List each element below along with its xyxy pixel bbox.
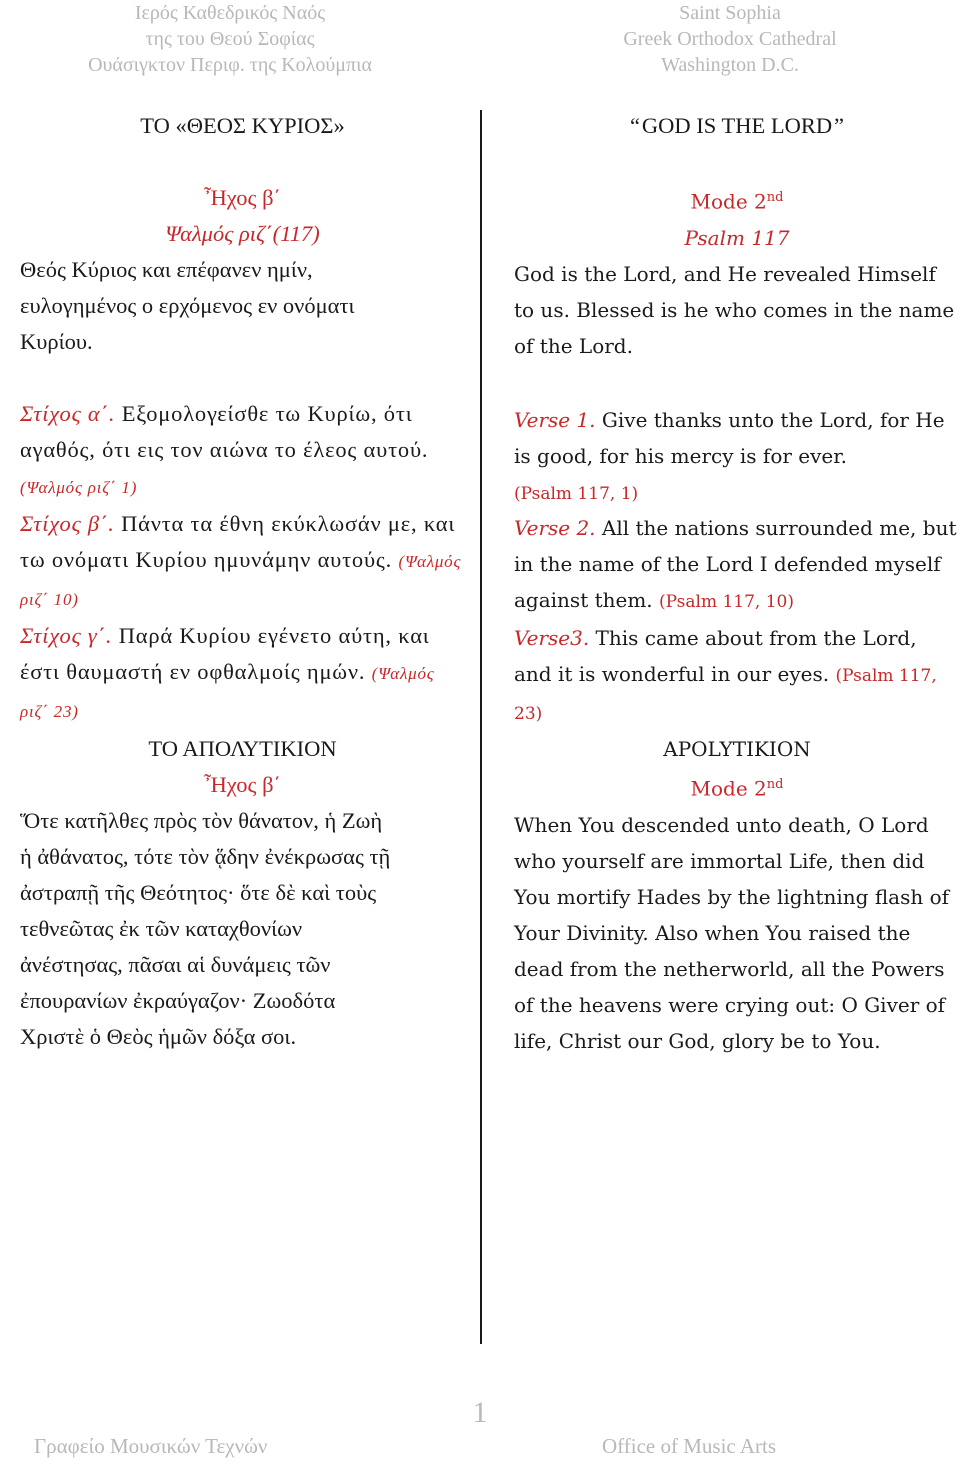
english-verse-1 bbox=[514, 402, 960, 510]
greek-apolytikion-line-6: ἐπουρανίων ἐκραύγαζον· Ζωοδότα bbox=[20, 988, 336, 1013]
english-verse-2-ref: (Psalm 117, 10) bbox=[659, 591, 794, 612]
header-left-line-2: της του Θεού Σοφίας bbox=[145, 28, 315, 50]
english-intro: God is the Lord, and He revealed Himself to us. Blessed is he who comes in the name of the Lord. bbox=[514, 261, 955, 358]
greek-apolytikion-mode: Ἦχος β΄ bbox=[203, 772, 282, 797]
header-right-line-2: Greek Orthodox Cathedral bbox=[623, 28, 837, 50]
english-mode-sup: nd bbox=[766, 190, 784, 205]
english-section-god-is-the-lord bbox=[514, 108, 960, 732]
english-verse-2-label: Verse 2. bbox=[514, 515, 596, 540]
english-verse-2 bbox=[514, 510, 960, 620]
greek-intro-line-3: Κυρίου. bbox=[20, 329, 93, 354]
greek-apolytikion-title: ΤΟ ΑΠΟΛΥΤΙΚΙΟΝ bbox=[148, 736, 337, 761]
english-verse-3-ref: (Psalm 117, 23) bbox=[514, 665, 937, 724]
english-verse-3 bbox=[514, 620, 960, 732]
footer-left: Γραφείο Μουσικών Τεχνών bbox=[34, 1434, 268, 1458]
greek-verse-2-text: Πάντα τα έθνη εκύκλωσάν με, και τω ονόματι Κυρίου ημυνάμην αυτούς. bbox=[20, 511, 456, 572]
greek-verse-3-label: Στίχος γ΄. bbox=[20, 623, 113, 648]
english-verse-1-text: Give thanks unto the Lord, for He is good, for his mercy is for ever. bbox=[514, 407, 945, 468]
header-right bbox=[500, 0, 960, 78]
english-verse-3-text: This came about from the Lord, and it is wonderful in our eyes. bbox=[514, 625, 917, 686]
greek-apolytikion-line-1: Ὅτε κατῆλθες πρὸς τὸν θάνατον, ἡ Ζωὴ bbox=[20, 808, 383, 833]
greek-intro-line-2: ευλογημένος ο ερχόμενος εν ονόματι bbox=[20, 293, 355, 318]
greek-verse-2-ref: (Ψαλμός ριζ΄ 10) bbox=[20, 552, 462, 609]
greek-psalm: Ψαλμός ριζ΄(117) bbox=[165, 221, 320, 246]
english-verse-1-ref: (Psalm 117, 1) bbox=[514, 483, 639, 504]
header-right-line-1: Saint Sophia bbox=[679, 2, 781, 24]
header-left-line-3: Ουάσιγκτον Περιφ. της Κολούμπια bbox=[88, 54, 372, 76]
header-right-line-3: Washington D.C. bbox=[661, 54, 799, 76]
greek-verse-2 bbox=[20, 506, 465, 618]
header-left bbox=[0, 0, 460, 78]
english-section-apolytikion bbox=[514, 731, 960, 1059]
greek-section-apolytikion bbox=[20, 731, 465, 1055]
header-left-line-1: Ιερός Καθεδρικός Ναός bbox=[134, 2, 326, 24]
greek-verse-3 bbox=[20, 618, 465, 730]
english-apolytikion-mode bbox=[514, 767, 960, 807]
english-title: “ GOD IS THE LORD ” bbox=[630, 113, 844, 138]
greek-verse-3-text: Παρά Κυρίου εγένετο αύτη, και έστι θαυμαστή εν οφθαλμοίς ημών. bbox=[20, 623, 430, 684]
greek-title: ΤΟ «ΘΕΟΣ ΚΥΡΙΟΣ» bbox=[140, 113, 345, 138]
greek-verse-1-label: Στίχος α΄. bbox=[20, 401, 116, 426]
greek-verse-1-ref: (Ψαλμός ριζ΄ 1) bbox=[20, 478, 138, 497]
greek-verse-2-label: Στίχος β΄. bbox=[20, 511, 115, 536]
greek-section-theos-kyrios bbox=[20, 108, 465, 730]
greek-apolytikion-line-5: ἀνέστησας, πᾶσαι αἱ δυνάμεις τῶν bbox=[20, 952, 331, 977]
english-apolytikion-mode-text: Mode 2 bbox=[690, 776, 767, 801]
english-mode-text: Mode 2 bbox=[690, 189, 767, 214]
english-verse-2-text: All the nations surrounded me, but in the name of the Lord I defended myself against them. bbox=[514, 515, 957, 612]
greek-apolytikion-line-2: ἡ ἀθάνατος, τότε τὸν ᾅδην ἐνέκρωσας τῇ bbox=[20, 844, 391, 869]
greek-verse-1 bbox=[20, 396, 465, 506]
greek-apolytikion-line-7: Χριστὲ ὁ Θεὸς ἡμῶν δόξα σοι. bbox=[20, 1024, 297, 1049]
greek-intro-line-1: Θεός Κύριος και επέφανεν ημίν, bbox=[20, 257, 313, 282]
greek-verse-1-text: Εξομολογείσθε τω Κυρίω, ότι αγαθός, ότι εις τον αιώνα το έλεος αυτού. bbox=[20, 401, 429, 462]
english-verse-1-label: Verse 1. bbox=[514, 407, 596, 432]
greek-apolytikion-line-3: ἀστραπῇ τῆς Θεότητος· ὅτε δὲ καὶ τοὺς bbox=[20, 880, 377, 905]
greek-verse-3-ref: (Ψαλμός ριζ΄ 23) bbox=[20, 664, 435, 721]
english-verse-3-label: Verse3. bbox=[514, 625, 590, 650]
english-apolytikion-title: APOLYTIKION bbox=[663, 737, 811, 761]
footer-right: Office of Music Arts bbox=[602, 1434, 776, 1458]
page-number: 1 bbox=[472, 1396, 488, 1429]
greek-mode: Ἦχος β΄ bbox=[203, 185, 282, 210]
english-mode bbox=[514, 180, 960, 220]
column-divider bbox=[480, 110, 482, 1344]
greek-apolytikion-line-4: τεθνεῶτας ἐκ τῶν καταχθονίων bbox=[20, 916, 303, 941]
english-apolytikion-mode-sup: nd bbox=[766, 777, 784, 792]
english-apolytikion-text: When You descended unto death, O Lord who yourself are immortal Life, then did You mortify Hades by the lightning flash of Your Divinity. Also when You raised the dead from the netherworld, all the Powers of the heavens were crying out: O Giver of life, Christ our God, glory be to You. bbox=[514, 812, 950, 1053]
english-title-text: GOD IS THE LORD bbox=[641, 113, 833, 138]
english-psalm: Psalm 117 bbox=[684, 225, 790, 250]
